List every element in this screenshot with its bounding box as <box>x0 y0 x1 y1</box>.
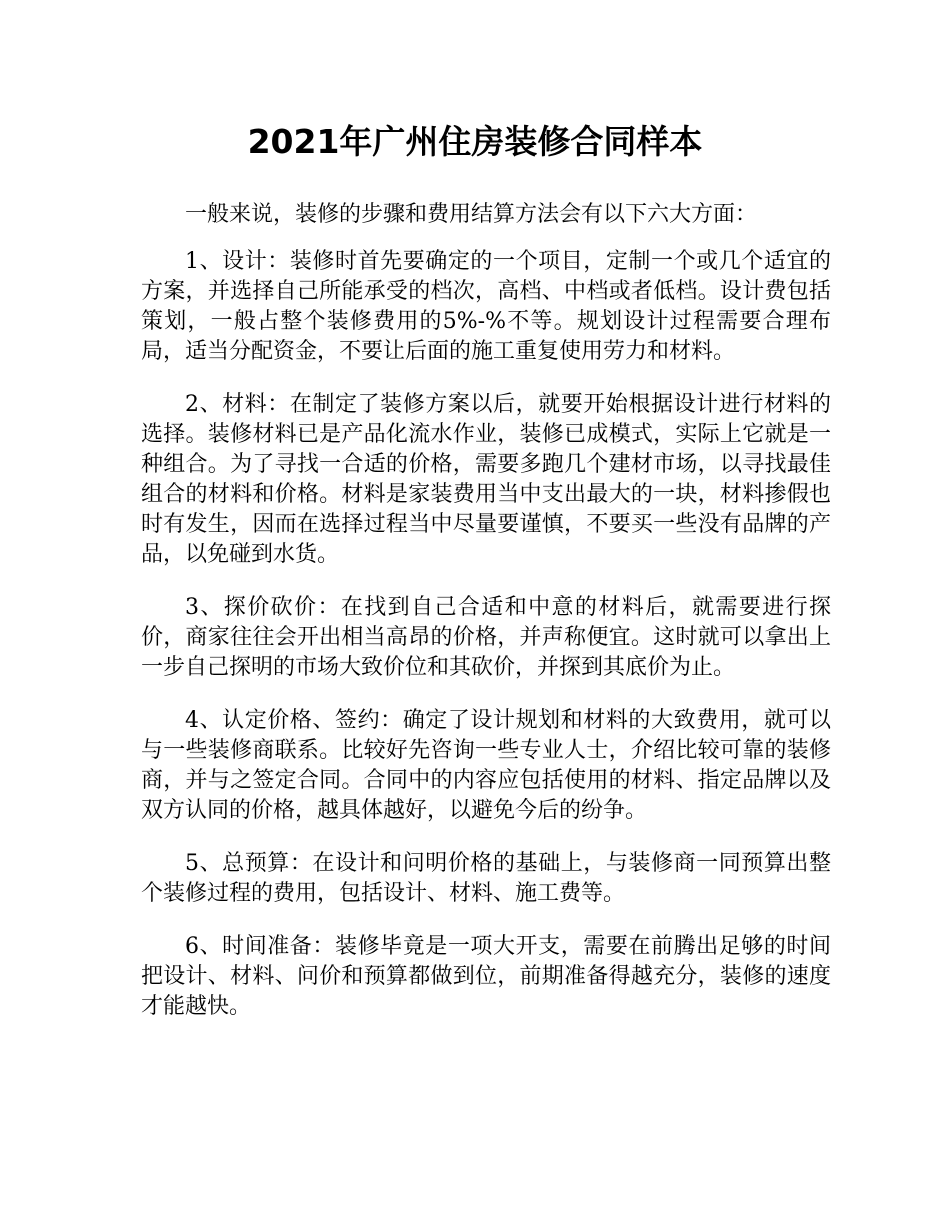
paragraph-total-budget: 5、总预算：在设计和问明价格的基础上，与装修商一同预算出整个装修过程的费用，包括设计、材料、施工费等。 <box>141 851 831 906</box>
document-body <box>141 200 831 1045</box>
paragraph-price-negotiation: 3、探价砍价：在找到自己合适和中意的材料后，就需要进行探价，商家往往会开出相当高昂的价格，并声称便宜。这时就可以拿出上一步自己探明的市场大致价位和其砍价，并探到其底价为止。 <box>141 595 831 680</box>
paragraph-design: 1、设计：装修时首先要确定的一个项目，定制一个或几个适宜的方案，并选择自己所能承受的档次，高档、中档或者低档。设计费包括策划，一般占整个装修费用的5%-%不等。规划设计过程需要合理布局，适当分配资金，不要让后面的施工重复使用劳力和材料。 <box>141 249 831 364</box>
paragraph-time-preparation: 6、时间准备：装修毕竟是一项大开支，需要在前腾出足够的时间把设计、材料、问价和预算都做到位，前期准备得越充分，装修的速度才能越快。 <box>141 934 831 1019</box>
document-title: 2021年广州住房装修合同样本 <box>247 122 703 161</box>
paragraph-materials: 2、材料：在制定了装修方案以后，就要开始根据设计进行材料的选择。装修材料已是产品化流水作业，装修已成模式，实际上它就是一种组合。为了寻找一合适的价格，需要多跑几个建材市场，以寻找最佳组合的材料和价格。材料是家装费用当中支出最大的一块，材料掺假也时有发生，因而在选择过程当中尽量要谨慎，不要买一些没有品牌的产品，以免碰到水货。 <box>141 392 831 567</box>
paragraph-pricing-contract: 4、认定价格、签约：确定了设计规划和材料的大致费用，就可以与一些装修商联系。比较好先咨询一些专业人士，介绍比较可靠的装修商，并与之签定合同。合同中的内容应包括使用的材料、指定品牌以及双方认同的价格，越具体越好，以避免今后的纷争。 <box>141 708 831 823</box>
intro-paragraph: 一般来说，装修的步骤和费用结算方法会有以下六大方面： <box>185 202 758 227</box>
